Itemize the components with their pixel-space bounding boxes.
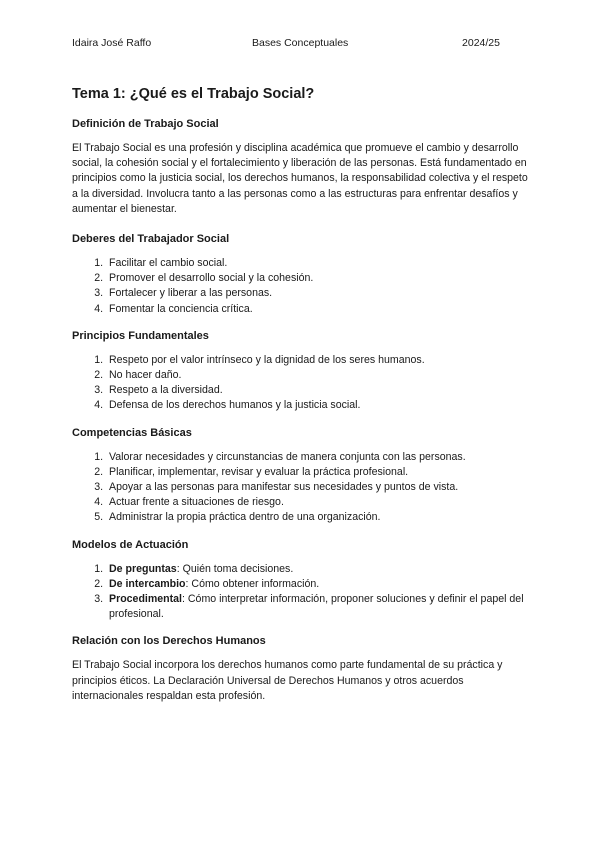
modelos-heading: Modelos de Actuación [72,538,189,551]
principios-list [72,353,532,414]
list-item: 4. Defensa de los derechos humanos y la justicia social. [106,398,532,413]
list-item [106,592,532,622]
header-author: Idaira José Raffo [72,37,152,49]
page-header [72,37,528,51]
list-item: 3. Respeto a la diversidad. [106,383,532,398]
document-body [72,84,532,719]
list-item: 1. Respeto por el valor intrínseco y la dignidad de los seres humanos. [106,353,532,368]
relacion-heading: Relación con los Derechos Humanos [72,635,266,648]
modelo-term: De intercambio [109,577,186,590]
header-subject: Bases Conceptuales [252,37,349,49]
list-item: 2. No hacer daño. [106,368,532,383]
list-item [106,562,532,577]
list-item: 5. Administrar la propia práctica dentro de una organización. [106,510,532,525]
modelo-desc: : Cómo obtener información. [185,577,320,590]
definicion-text: El Trabajo Social es una profesión y disciplina académica que promueve el cambio y desarrollo social, la cohesión social y el fortalecimiento y liberación de las personas. Está fundamentado en principios como la justicia social, los derechos humanos, la responsabilidad colectiva y el respeto a la diversidad. Involucra tanto a las personas como a las estructuras para enfrentar desafíos y aumentar el bienestar. [72,142,528,215]
list-item: 4. Fomentar la conciencia crítica. [106,302,532,317]
deberes-heading: Deberes del Trabajador Social [72,233,230,246]
modelo-term: Procedimental [109,593,183,606]
competencias-list [72,450,532,526]
list-item: 1. Facilitar el cambio social. [106,256,532,271]
page-title: Tema 1: ¿Qué es el Trabajo Social? [72,86,315,102]
relacion-text: El Trabajo Social incorpora los derechos humanos como parte fundamental de su práctica y principios éticos. La Declaración Universal de Derechos Humanos y otros acuerdos internacionales respaldan esta profesión. [72,659,503,702]
definicion-heading: Definición de Trabajo Social [72,118,219,130]
list-item: 4. Actuar frente a situaciones de riesgo. [106,495,532,510]
principios-heading: Principios Fundamentales [72,329,209,342]
competencias-heading: Competencias Básicas [72,426,192,439]
list-item [106,577,532,592]
modelo-desc: : Cómo interpretar información, proponer soluciones y definir el papel del profesional. [109,593,524,621]
modelos-list [72,562,532,623]
list-item: 1. Valorar necesidades y circunstancias de manera conjunta con las personas. [106,450,532,465]
list-item: 2. Promover el desarrollo social y la cohesión. [106,271,532,286]
list-item: 3. Apoyar a las personas para manifestar sus necesidades y puntos de vista. [106,480,532,495]
list-item: 3. Fortalecer y liberar a las personas. [106,286,532,301]
list-item: 2. Planificar, implementar, revisar y evaluar la práctica profesional. [106,465,532,480]
modelo-desc: : Quién toma decisiones. [176,562,294,575]
deberes-list [72,256,532,317]
header-year: 2024/25 [462,37,500,49]
modelo-term: De preguntas [109,562,177,575]
